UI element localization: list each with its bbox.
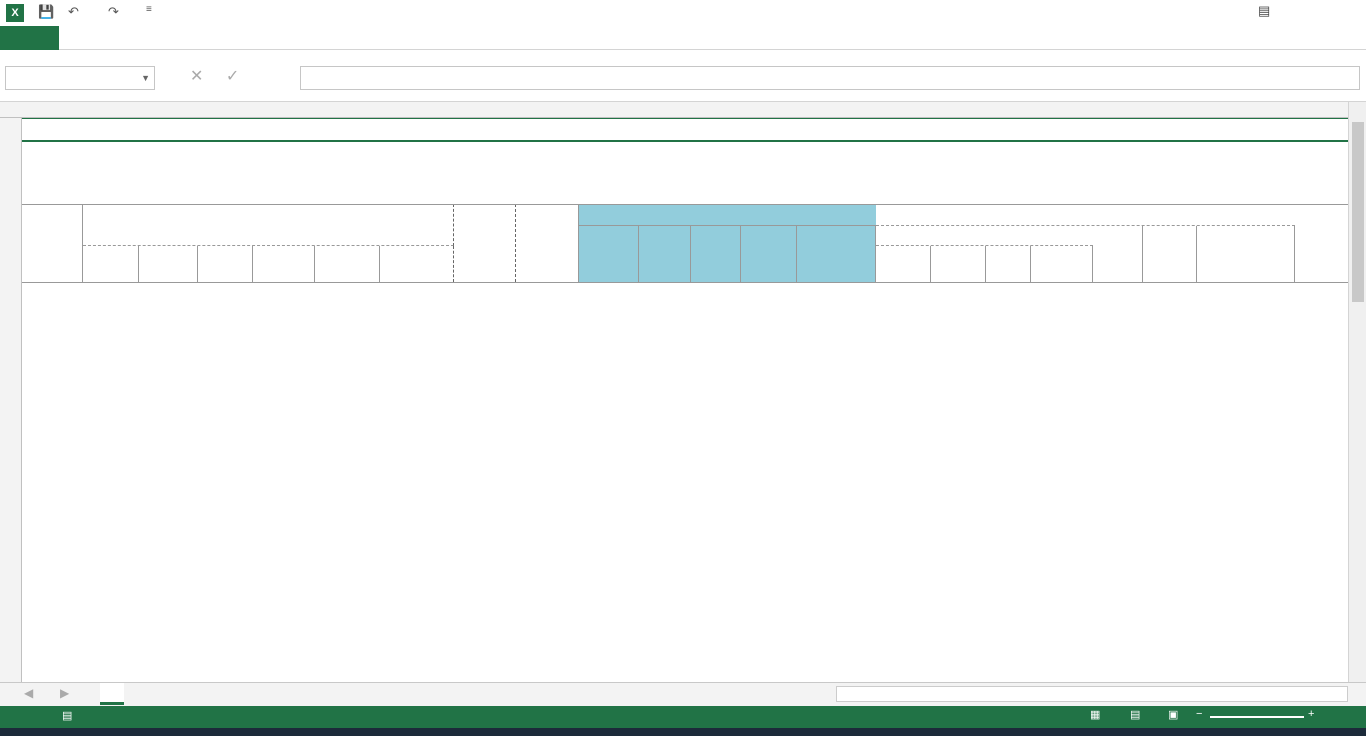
excel-logo-icon: X	[6, 4, 24, 22]
header-khoan-trich	[579, 204, 876, 226]
header-bhyt-15	[931, 246, 986, 282]
header-trach-nhiem	[315, 246, 380, 282]
header-phu-cap	[83, 204, 454, 246]
header-bhxh-8	[876, 246, 931, 282]
ribbon-tabs	[0, 26, 1366, 50]
title-bar	[0, 0, 1366, 26]
header-bhtn-1b	[986, 246, 1031, 282]
header-xang-xe	[198, 246, 253, 282]
sign-ky-dong-dau	[1102, 584, 1332, 599]
sign-giam-doc	[1102, 566, 1332, 582]
undo-icon[interactable]: ↶	[68, 4, 79, 19]
scroll-thumb[interactable]	[1352, 122, 1364, 302]
sheet-tab-tinh-luong[interactable]	[100, 683, 124, 705]
header-cong-bh	[1031, 246, 1093, 282]
sign-ke-toan	[372, 566, 592, 582]
header-dien-thoai	[139, 246, 198, 282]
file-tab[interactable]	[0, 26, 59, 50]
taskbar	[0, 728, 1366, 736]
redo-icon[interactable]: ↷	[108, 4, 119, 19]
header-chuc-vu	[253, 246, 315, 282]
customize-qat-icon[interactable]: ≡	[146, 4, 152, 15]
page-layout-icon[interactable]: ▤	[1130, 709, 1141, 721]
zoom-slider[interactable]	[1210, 716, 1304, 718]
sheet-tab-tinh-thue[interactable]	[210, 683, 234, 705]
sheet-tabs-bar	[0, 682, 1366, 706]
horizontal-scrollbar[interactable]	[836, 686, 1348, 702]
chevron-down-icon[interactable]: ▼	[141, 73, 150, 83]
page-break-icon[interactable]: ▣	[1168, 709, 1179, 721]
macro-icon[interactable]: ▤	[62, 710, 73, 722]
header-kpcd-2	[741, 226, 797, 282]
row-headers	[0, 118, 22, 682]
header-luong-thuc-te	[516, 204, 579, 282]
header-khoan-tru	[876, 204, 1295, 226]
cancel-icon[interactable]: ✕	[190, 68, 204, 85]
formula-bar	[0, 50, 1366, 102]
header-tong-phu-cap	[380, 246, 454, 282]
formula-input[interactable]	[300, 66, 1360, 90]
sign-ky-ho-ten	[372, 584, 592, 599]
enter-icon[interactable]: ✓	[225, 68, 240, 85]
sheet-title-1	[22, 120, 1348, 138]
worksheet-grid[interactable]	[22, 118, 1348, 682]
formula-icons	[190, 66, 257, 90]
header-bhyt-3	[639, 226, 691, 282]
header-tam-ung	[1143, 226, 1197, 282]
column-headers	[0, 102, 1366, 118]
header-bhtn-1	[691, 226, 741, 282]
name-box[interactable]	[5, 66, 155, 90]
sign-date	[1072, 550, 1348, 565]
header-an-trua	[83, 246, 139, 282]
header-luong-gop	[454, 204, 516, 282]
header-cong	[797, 226, 876, 282]
zoom-out-icon[interactable]: −	[1196, 708, 1203, 720]
header-thue-tncn	[1093, 226, 1143, 282]
sheet-title-2	[22, 144, 1348, 164]
scroll-left-icon[interactable]: ◀	[24, 686, 34, 700]
status-bar	[0, 706, 1366, 728]
vertical-scrollbar[interactable]	[1348, 102, 1366, 682]
sheet-title-3	[22, 168, 1348, 186]
normal-view-icon[interactable]: ▦	[1090, 709, 1101, 721]
scroll-right-icon[interactable]: ▶	[60, 686, 70, 700]
header-tong-cong	[1197, 226, 1295, 282]
header-luong-co-ban	[22, 204, 83, 282]
header-bhxh-18	[579, 226, 639, 282]
zoom-in-icon[interactable]: +	[1308, 708, 1315, 720]
save-icon[interactable]: 💾	[38, 4, 55, 19]
header-bao-hiem-bat-buoc	[876, 226, 1093, 246]
ribbon-display-icon[interactable]: ▤	[1258, 3, 1271, 18]
header-thuc-linh	[1295, 204, 1348, 282]
